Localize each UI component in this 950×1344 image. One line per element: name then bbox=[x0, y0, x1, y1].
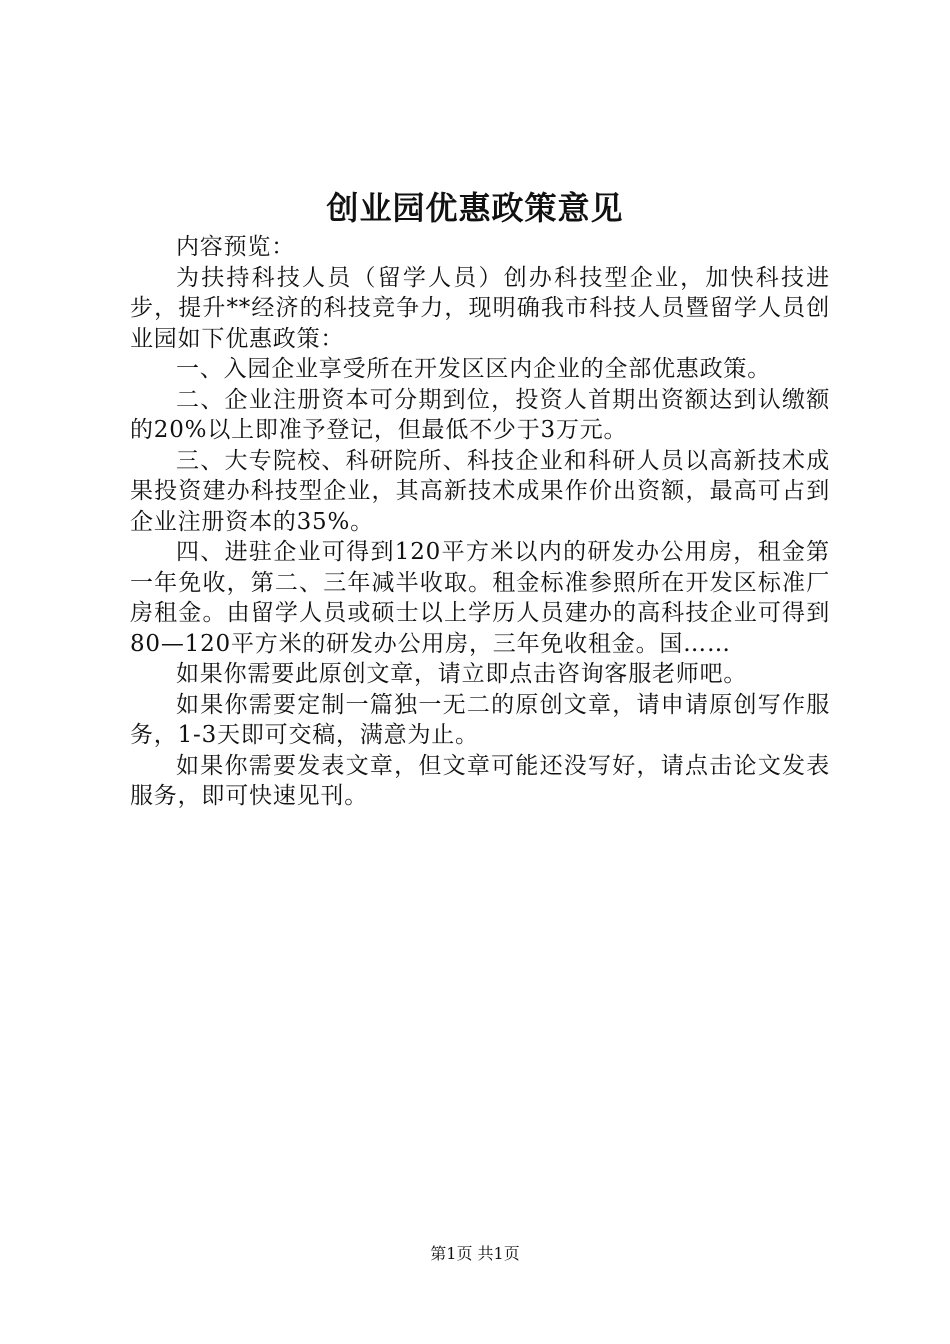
page-footer: 第1页 共1页 bbox=[430, 1244, 520, 1263]
paragraph-policy-3: 三、大专院校、科研院所、科技企业和科研人员以高新技术成果投资建办科技型企业，其高新技术成果作价出资额，最高可占到企业注册资本的35%。 bbox=[130, 447, 830, 535]
paragraph-consult-link[interactable]: 如果你需要此原创文章，请立即点击咨询客服老师吧。 bbox=[176, 661, 748, 687]
paragraph-preview-label: 内容预览： bbox=[176, 234, 295, 260]
paragraph-policy-4: 四、进驻企业可得到120平方米以内的研发办公用房，租金第一年免收，第二、三年减半收取。租金标准参照所在开发区标准厂房租金。由留学人员或硕士以上学历人员建办的高科技企业可得到80—120平方米的研发办公用房，三年免收租金。国…… bbox=[130, 539, 830, 657]
paragraph-custom-writing-link[interactable]: 如果你需要定制一篇独一无二的原创文章，请申请原创写作服务，1-3天即可交稿，满意为止。 bbox=[130, 691, 830, 748]
paragraph-policy-2: 二、企业注册资本可分期到位，投资人首期出资额达到认缴额的20%以上即准予登记，但最低不少于3万元。 bbox=[130, 386, 830, 443]
paragraph-policy-1: 一、入园企业享受所在开发区区内企业的全部优惠政策。 bbox=[176, 356, 771, 382]
paragraph-publish-link[interactable]: 如果你需要发表文章，但文章可能还没写好，请点击论文发表服务，即可快速见刊。 bbox=[130, 752, 830, 809]
paragraph-intro: 为扶持科技人员（留学人员）创办科技型企业，加快科技进步，提升**经济的科技竞争力，现明确我市科技人员暨留学人员创业园如下优惠政策： bbox=[130, 264, 830, 352]
document-title: 创业园优惠政策意见 bbox=[326, 189, 624, 227]
document-body bbox=[130, 232, 830, 812]
